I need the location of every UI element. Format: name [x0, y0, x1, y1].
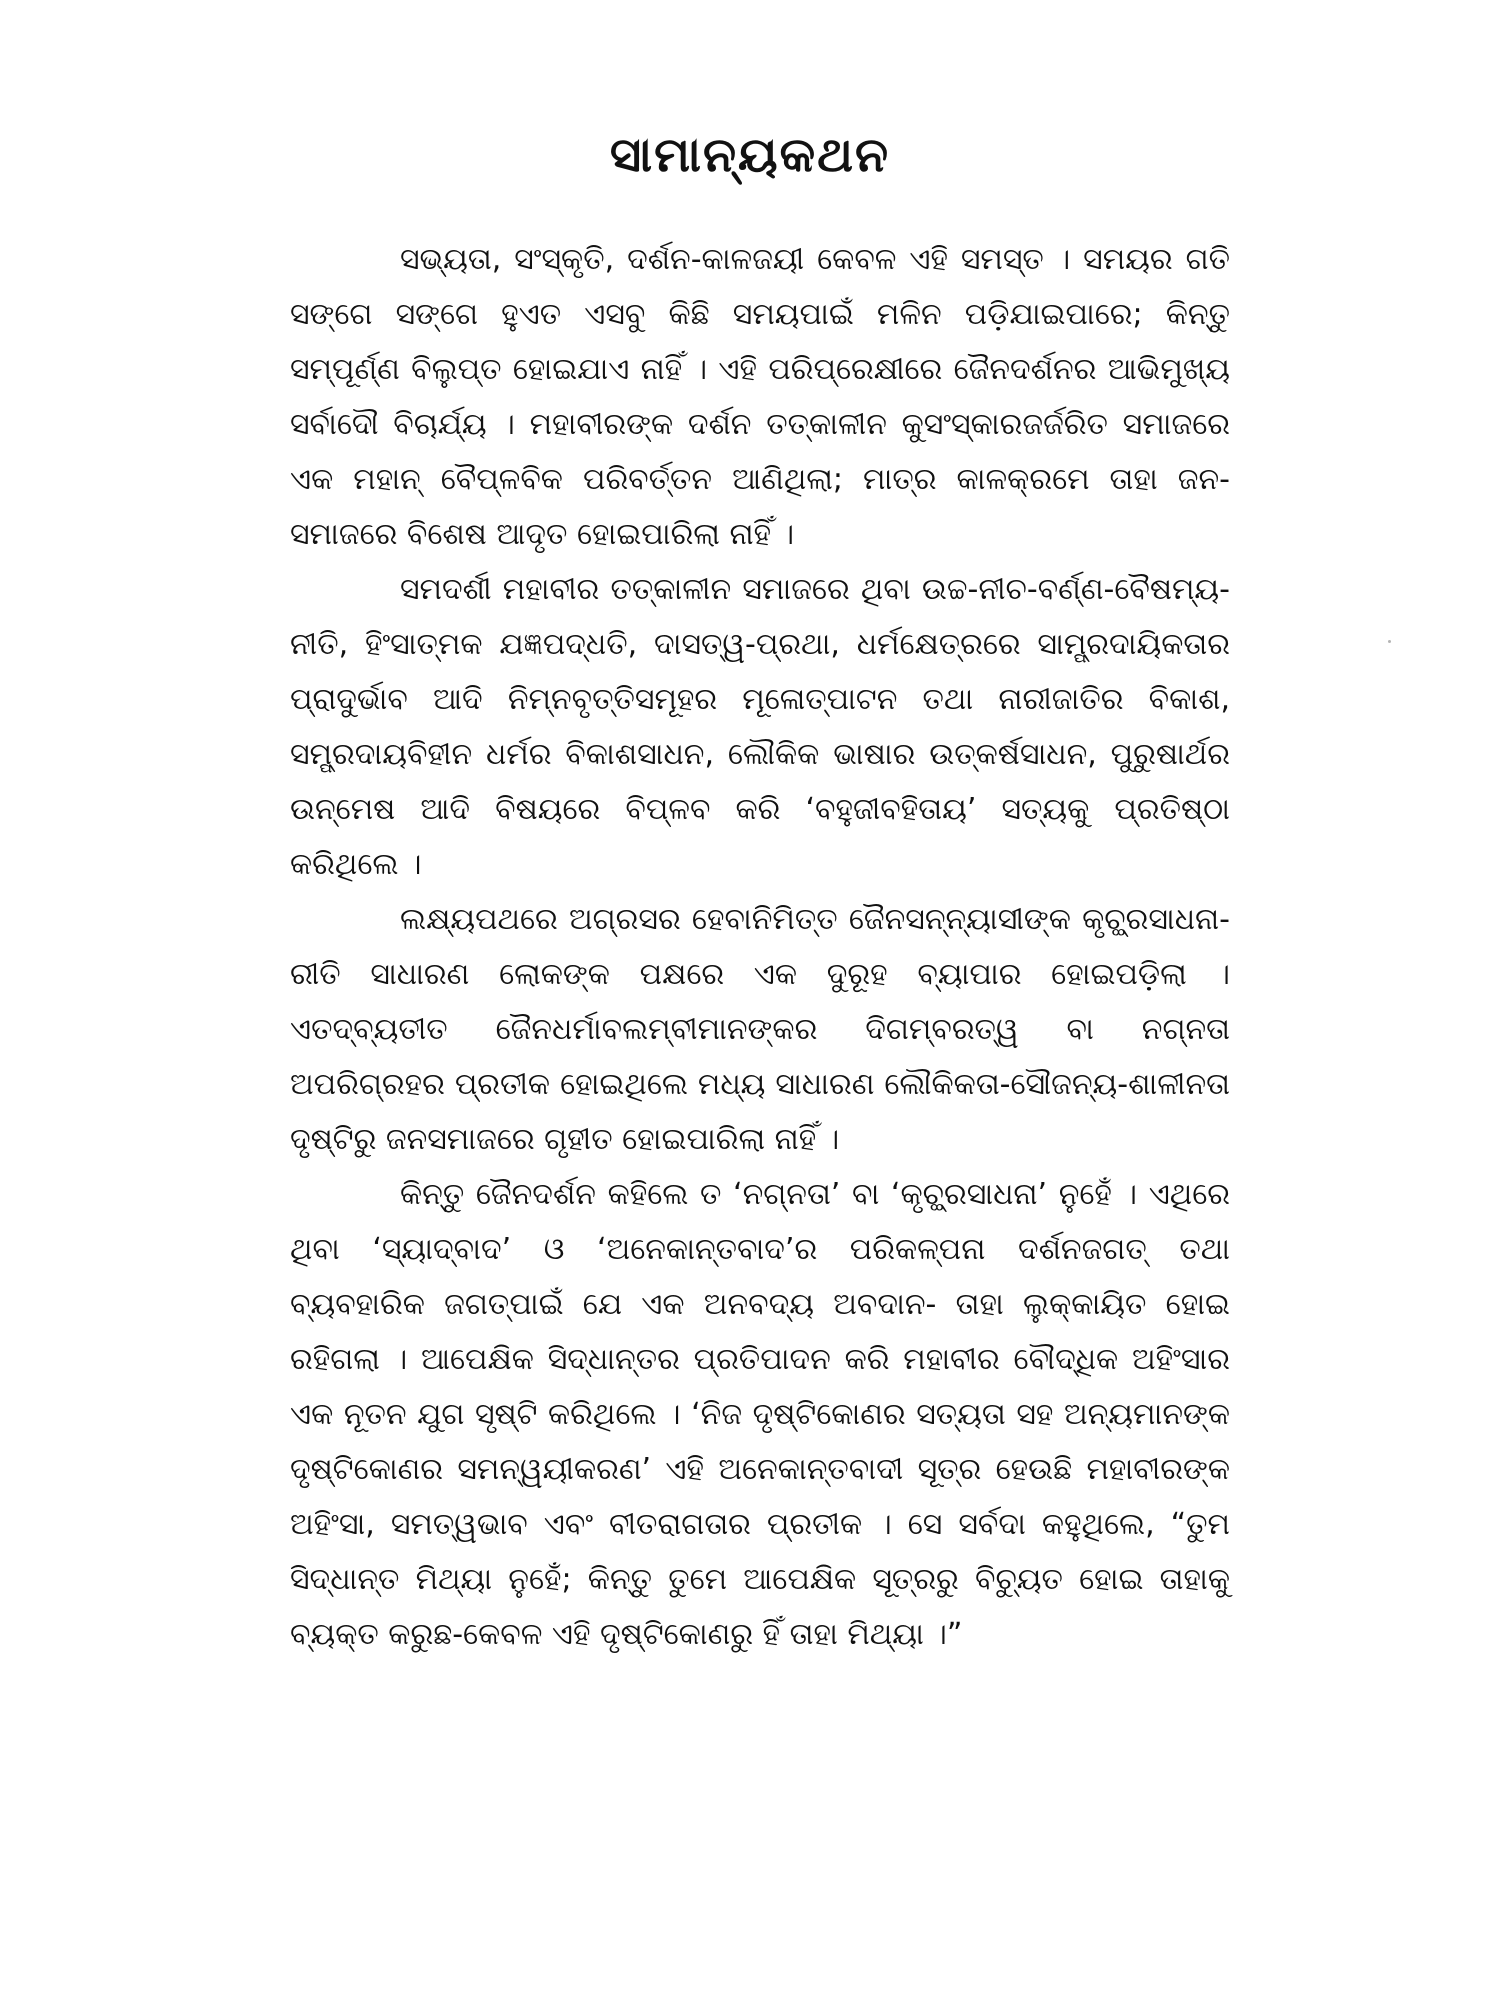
scan-speck	[1388, 640, 1391, 643]
body-text	[290, 232, 1230, 1662]
paragraph-4: କିନ୍ତୁ ଜୈନଦର୍ଶନ କହିଲେ ତ ‘ନଗ୍ନତା’ ବା ‘କୃଚ୍ଛ୍ରସାଧନା’ ନୁହେଁ । ଏଥିରେ ଥିବା ‘ସ୍ୟାଦ୍‌ବାଦ’ ଓ ‘ଅନେକାନ୍ତବାଦ’ର ପରିକଳ୍ପନା ଦର୍ଶନଜଗତ୍ ତଥା ବ୍ୟବହାରିକ ଜଗତ୍‌ପାଇଁ ଯେ ଏକ ଅନବଦ୍ୟ ଅବଦାନ- ତାହା ଲୁକ୍‌କାୟିତ ହୋଇ ରହିଗଲା । ଆପେକ୍ଷିକ ସିଦ୍ଧାନ୍ତର ପ୍ରତିପାଦନ କରି ମହାବୀର ବୌଦ୍ଧିକ ଅହିଂସାର ଏକ ନୂତନ ଯୁଗ ସୃଷ୍ଟି କରିଥିଲେ । ‘ନିଜ ଦୃଷ୍ଟିକୋଣର ସତ୍ୟତା ସହ ଅନ୍ୟମାନଙ୍କ ଦୃଷ୍ଟିକୋଣର ସମନ୍ୱୟୀକରଣ’ ଏହି ଅନେକାନ୍ତବାଦୀ ସୂତ୍ର ହେଉଛି ମହାବୀରଙ୍କ ଅହିଂସା, ସମତ୍ୱଭାବ ଏବଂ ବୀତରାଗତାର ପ୍ରତୀକ । ସେ ସର୍ବଦା କହୁଥିଲେ, “ତୁମ ସିଦ୍ଧାନ୍ତ ମିଥ୍ୟା ନୁହେଁ; କିନ୍ତୁ ତୁମେ ଆପେକ୍ଷିକ ସୂତ୍ରରୁ ବିଚ୍ୟୁତ ହୋଇ ତାହାକୁ ବ୍ୟକ୍ତ କରୁଛ-କେବଳ ଏହି ଦୃଷ୍ଟିକୋଣରୁ ହିଁ ତାହା ମିଥ୍ୟା ।”	[290, 1177, 1231, 1652]
page-title: ସାମାନ୍ୟକଥନ	[609, 127, 891, 184]
paragraph-1: ସଭ୍ୟତା, ସଂସ୍କୃତି, ଦର୍ଶନ-କାଳଜୟୀ କେବଳ ଏହି ସମସ୍ତ । ସମୟର ଗତି ସଙ୍ଗେ ସଙ୍ଗେ ହୁଏତ ଏସବୁ କିଛି ସମୟପାଇଁ ମଳିନ ପଡ଼ିଯାଇପାରେ; କିନ୍ତୁ ସମ୍ପୂର୍ଣ୍ଣ ବିଲୁପ୍ତ ହୋଇଯାଏ ନାହିଁ । ଏହି ପରିପ୍ରେକ୍ଷୀରେ ଜୈନଦର୍ଶନର ଆଭିମୁଖ୍ୟ ସର୍ବାଦୌ ବିଚାର୍ଯ୍ୟ । ମହାବୀରଙ୍କ ଦର୍ଶନ ତତ୍କାଳୀନ କୁସଂସ୍କାରଜର୍ଜରିତ ସମାଜରେ ଏକ ମହାନ୍ ବୈପ୍ଳବିକ ପରିବର୍ତ୍ତନ ଆଣିଥିଲା; ମାତ୍ର କାଳକ୍ରମେ ତାହା ଜନ-ସମାଜରେ ବିଶେଷ ଆଦୃତ ହୋଇପାରିଲା ନାହିଁ ।	[290, 242, 1230, 552]
paragraph-3: ଲକ୍ଷ୍ୟପଥରେ ଅଗ୍ରସର ହେବାନିମିତ୍ତ ଜୈନସନ୍ନ୍ୟାସୀଙ୍କ କୃଚ୍ଛ୍ରସାଧନା-ରୀତି ସାଧାରଣ ଲୋକଙ୍କ ପକ୍ଷରେ ଏକ ଦୁରୂହ ବ୍ୟାପାର ହୋଇପଡ଼ିଲା । ଏତଦ୍‌ବ୍ୟତୀତ ଜୈନଧର୍ମାବଲମ୍ବୀମାନଙ୍କର ଦିଗମ୍ବରତ୍ୱ ବା ନଗ୍ନତା ଅପରିଗ୍ରହର ପ୍ରତୀକ ହୋଇଥିଲେ ମଧ୍ୟ ସାଧାରଣ ଲୌକିକତା-ସୌଜନ୍ୟ-ଶାଳୀନତା ଦୃଷ୍ଟିରୁ ଜନସମାଜରେ ଗୃହୀତ ହୋଇପାରିଲା ନାହିଁ ।	[290, 902, 1230, 1157]
paragraph-2: ସମଦର୍ଶୀ ମହାବୀର ତତ୍କାଳୀନ ସମାଜରେ ଥିବା ଉଚ୍ଚ-ନୀଚ-ବର୍ଣ୍ଣ-ବୈଷମ୍ୟ-ନୀତି, ହିଂସାତ୍ମକ ଯଜ୍ଞପଦ୍ଧତି, ଦାସତ୍ୱ-ପ୍ରଥା, ଧର୍ମକ୍ଷେତ୍ରରେ ସାମ୍ପ୍ରଦାୟିକତାର ପ୍ରାଦୁର୍ଭାବ ଆଦି ନିମ୍ନବୃତ୍ତିସମୂହର ମୂଳୋତ୍ପାଟନ ତଥା ନାରୀଜାତିର ବିକାଶ, ସମ୍ପ୍ରଦାୟବିହୀନ ଧର୍ମର ବିକାଶସାଧନ, ଲୌକିକ ଭାଷାର ଉତ୍କର୍ଷସାଧନ, ପୁରୁଷାର୍ଥର ଉନ୍ମେଷ ଆଦି ବିଷୟରେ ବିପ୍ଳବ କରି ‘ବହୁଜୀବହିତାୟ’ ସତ୍ୟକୁ ପ୍ରତିଷ୍ଠା କରିଥିଲେ ।	[290, 572, 1230, 882]
